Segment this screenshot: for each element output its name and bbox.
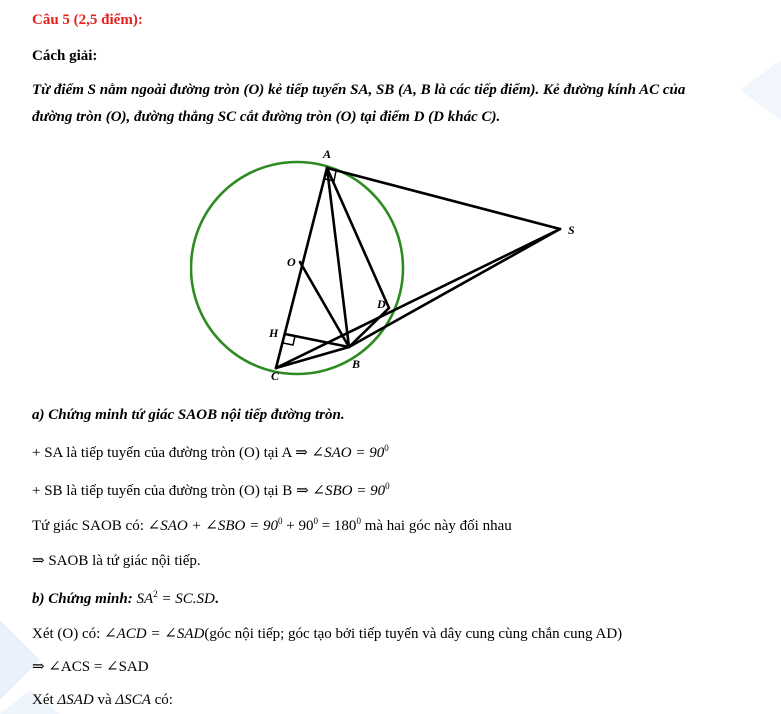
label-a: A	[323, 147, 332, 161]
geometry-figure	[190, 140, 590, 390]
question-heading: Câu 5 (2,5 điểm):	[32, 12, 143, 28]
part-a-line-1: + SA là tiếp tuyến của đường tròn (O) tại A ⇒ ∠SAO = $90^0$	[32, 443, 389, 461]
part-b-line-1: Xét (O) có: ∠ACD = ∠SAD(góc nội tiếp; góc tạo bởi tiếp tuyến và dây cung cùng chắn cung AD)	[32, 626, 623, 642]
segment-as	[327, 168, 560, 229]
part-b-line-2: ⇒ ∠ACS = ∠SAD	[32, 659, 149, 675]
label-d: D	[377, 297, 386, 311]
part-b-title-line: b) Chứng minh: $SA^2 = SC.SD$.	[32, 589, 219, 607]
segment-cs	[276, 229, 560, 368]
part-a-line-2: + SB là tiếp tuyến của đường tròn (O) tại B ⇒ ∠SBO = $90^0$	[32, 481, 390, 499]
solution-label: Cách giải:	[32, 48, 98, 64]
segment-ob	[300, 262, 349, 347]
part-a-title: a) Chứng minh tứ giác SAOB nội tiếp đường tròn.	[32, 407, 345, 423]
problem-line-1: Từ điểm S nằm ngoài đường tròn (O) kẻ tiếp tuyến SA, SB (A, B là các tiếp điểm). Kẻ đường kính AC của	[32, 82, 686, 98]
label-h: H	[269, 326, 279, 340]
part-b-line-3: Xét ΔSAD và ΔSCA có:	[32, 692, 173, 708]
label-c: C	[271, 369, 280, 383]
part-a-line-3: Tứ giác SAOB có: ∠SAO + ∠SBO = $90^0 + 90^0 = 180^0$ mà hai góc này đối nhau	[32, 516, 512, 534]
part-a-line-4: ⇒ SAOB là tứ giác nội tiếp.	[32, 553, 201, 569]
label-o: O	[287, 255, 296, 269]
label-s: S	[568, 223, 575, 237]
label-b: B	[352, 357, 361, 371]
problem-line-2: đường tròn (O), đường thẳng SC cắt đường tròn (O) tại điểm D (D khác C).	[32, 109, 501, 125]
